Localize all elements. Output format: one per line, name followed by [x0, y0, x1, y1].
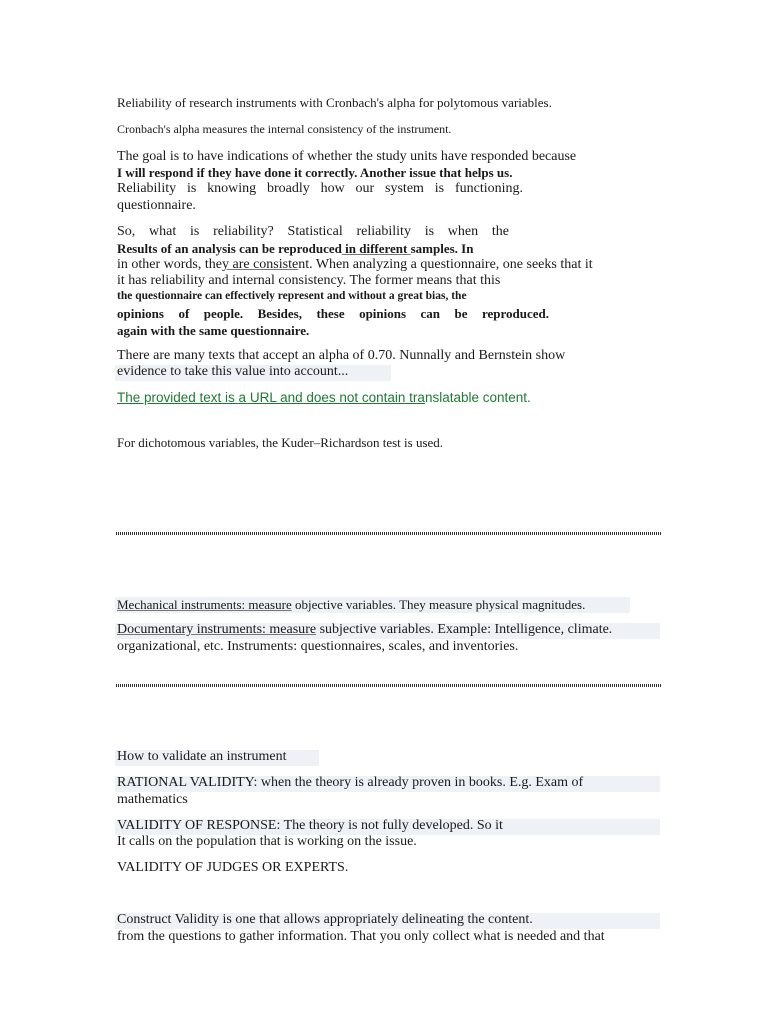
documentary-label-end: re [305, 622, 317, 637]
reliability-line-3-underlined: y are consiste [221, 257, 299, 272]
reliability-line-1: So, what is reliability? Statistical reliability is when the [117, 224, 509, 239]
document-subheading: Cronbach's alpha measures the internal consistency of the instrument. [117, 122, 452, 136]
section-divider-1 [116, 532, 661, 535]
construct-line-1: Construct Validity is one that allows appropriately delineating the content. [117, 912, 533, 927]
reliability-line-5: the questionnaire can effectively represent and without a great bias, the [117, 290, 467, 302]
response-line-1: VALIDITY OF RESPONSE: The theory is not fully developed. So it [117, 818, 503, 833]
reliability-line-4: it has reliability and internal consistency. The former means that this [117, 273, 501, 288]
reliability-line-2-end: samples. In [410, 241, 474, 256]
goal-line-3: Reliability is knowing broadly how our system is functioning. [117, 181, 523, 196]
reliability-line-2-underlined: in different [341, 241, 411, 256]
mechanical-line [117, 597, 585, 613]
goal-line-4: questionnaire. [117, 198, 196, 213]
construct-line-2: from the questions to gather information. That you only collect what is needed and that [117, 929, 605, 944]
reliability-line-2-start: Results of an analysis can be reproduced [117, 241, 342, 256]
dichotomous-line: For dichotomous variables, the Kuder–Richardson test is used. [117, 435, 444, 450]
alpha-line-2: evidence to take this value into account... [117, 364, 349, 379]
reliability-line-6: opinions of people. Besides, these opinions can be reproduced. [117, 306, 549, 321]
documentary-label: Documentary instruments: measu [117, 622, 306, 637]
reliability-line-7: again with the same questionnaire. [117, 323, 310, 338]
validate-heading: How to validate an instrument [117, 749, 287, 764]
documentary-line-2: organizational, etc. Instruments: questionnaires, scales, and inventories. [117, 639, 519, 654]
link-note-rest: nslatable content. [424, 390, 531, 405]
reliability-line-3 [117, 257, 593, 273]
link-note-underlined: The provided text is a URL and does not contain tra [117, 390, 425, 405]
link-note[interactable] [117, 390, 531, 405]
response-line-2: It calls on the population that is working on the issue. [117, 834, 417, 849]
mechanical-label-end: re [281, 597, 292, 612]
rational-line-2: mathematics [117, 792, 188, 807]
document-heading: Reliability of research instruments with Cronbach's alpha for polytomous variables. [117, 95, 552, 110]
reliability-line-2 [117, 241, 473, 257]
goal-line-2: I will respond if they have done it correctly. Another issue that helps us. [117, 165, 513, 180]
documentary-line-1 [117, 622, 612, 638]
goal-line-1: The goal is to have indications of whether the study units have responded because [117, 149, 577, 164]
section-divider-2 [116, 684, 661, 687]
mechanical-text: objective variables. They measure physical magnitudes. [291, 597, 586, 612]
mechanical-label: Mechanical instruments: measu [117, 597, 282, 612]
rational-line-1: RATIONAL VALIDITY: when the theory is already proven in books. E.g. Exam of [117, 775, 584, 790]
alpha-line-1: There are many texts that accept an alpha of 0.70. Nunnally and Bernstein show [117, 348, 566, 363]
reliability-line-3-end: nt. When analyzing a questionnaire, one seeks that it [298, 257, 593, 272]
judges-line: VALIDITY OF JUDGES OR EXPERTS. [117, 860, 349, 875]
documentary-text: subjective variables. Example: Intelligence, climate. [316, 622, 613, 637]
reliability-line-3-start: in other words, the [117, 257, 222, 272]
